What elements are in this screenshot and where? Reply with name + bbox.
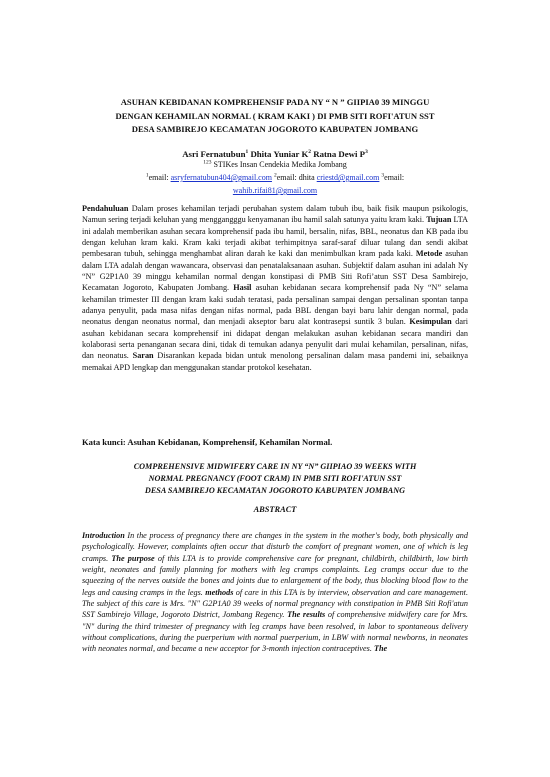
author-emails	[82, 171, 468, 197]
abstrak-paragraph	[82, 203, 468, 373]
email-label: email: dhita	[276, 173, 317, 182]
section-label: Tujuan	[426, 215, 452, 225]
title-line: DENGAN KEHAMILAN NORMAL ( KRAM KAKI ) DI PMB SITI ROFI'ATUN SST	[115, 110, 435, 121]
keywords: Kata kunci: Asuhan Kebidanan, Komprehensif, Kehamilan Normal.	[82, 437, 333, 447]
body-text: Dalam proses kehamilan terjadi perubahan system dalam tubuh ibu, baik fisik maupun psikologis, Namun sering terjadi keluhan yang menggangggu kenyamanan ibu hamil salah satunya yaitu kram kaki.	[82, 204, 468, 225]
affiliation-sup: 123	[203, 159, 212, 166]
section-label: Introduction	[82, 531, 125, 540]
title-line: DESA SAMBIREJO KECAMATAN JOGOROTO KABUPATEN JOMBANG	[144, 485, 406, 495]
title-line: ASUHAN KEBIDANAN KOMPREHENSIF PADA NY “ N ” GIIPIA0 39 MINGGU	[120, 97, 430, 107]
section-label: The purpose	[111, 553, 155, 563]
title-line: NORMAL PREGNANCY (FOOT CRAM) IN PMB SITI ROFI'ATUN SST	[148, 473, 402, 483]
body-text: of comprehensive midwifery care for Mrs. "N" during the third trimester of pregnancy with leg cramps have been resolved, in labor to spontaneous delivery without complications, during the puerperium with normal puerperium, in LBW with normal newborns, in neonates with neonates normal, and became a new acceptor for 3-month injection contraceptives.	[82, 610, 468, 654]
author-sup: 3	[365, 149, 368, 156]
body-text: asuhan dalam LTA adalah dengan wawancara, observasi dan penatalaksanaan asuhan. Subjektif dalam asuhan ini adalah Ny “N” G2P1A0 39 minggu kehamilan normal dengan konstipasi di PMB Siti Rofi’atun SST Desa Sambirejo, Kecamatan Jogoroto, Kabupaten Jombang.	[82, 249, 468, 293]
body-text: dari asuhan kebidanan secara komprehensif ini didapat dengan melakukan asuhan kebidanan secara mandiri dan kolaborasi serta penanganan secara dini, tidak di temukan adanya penyulit dari mulai kehamilan, persalinan, nifas, dan neonatus.	[82, 317, 468, 361]
body-text: of care in this LTA is by interview, observation and care management. The subject of this care is Mrs. "N" G2P1A0 39 weeks of normal pregnancy with constipation in PMB Siti Rofi'atun SST Sambirejo Village, Jogoroto District, Jombang Regency.	[82, 587, 468, 620]
email-link[interactable]: criestd@gmail.com	[316, 173, 380, 182]
section-label: The results	[287, 610, 326, 620]
email-label: email:	[148, 173, 171, 182]
section-label: Kesimpulan	[409, 317, 452, 327]
title-line: DESA SAMBIREJO KECAMATAN JOGOROTO KABUPATEN JOMBANG	[131, 124, 419, 134]
affiliation	[70, 159, 480, 170]
author-sup: 2	[308, 149, 312, 156]
abstract-heading: ABSTRACT	[253, 505, 297, 514]
email-link[interactable]: asryfernatubun404@gmail.com	[170, 173, 272, 182]
email-sup: 2	[273, 172, 277, 179]
email-sup: 3	[381, 172, 385, 179]
author-sup: 1	[245, 149, 249, 156]
abstract-paragraph	[82, 530, 468, 655]
email-label: email:	[384, 173, 405, 182]
body-text: Disarankan kepada bidan untuk menolong persalinan dalam masa pandemi ini, sebaiknya memakai APD lengkap dan menggunakan standar protokol kesehatan.	[82, 351, 468, 372]
paper-title	[70, 96, 480, 137]
author-name: Asri Fernatubun	[182, 149, 246, 159]
body-text: In the process of pregnancy there are changes in the system in the mother's body, both physically and psychologically. However, complaints often occur that disturb the comfort of pregnant women, one of which is leg cramps.	[82, 531, 468, 563]
body-text: of this LTA is to provide comprehensive care for pregnant, childbirth, childbirth, low birth weight, neonates and family planning for mothers with leg cramps complaints. Leg cramps occur due to the squeezing of the nerves outside the bones and joints due to enlargement of the body, thus blocking blood flow to the legs and causing cramps in the legs.	[82, 553, 469, 597]
affiliation-text: STIKes Insan Cendekia Medika Jombang	[213, 160, 347, 169]
email-link[interactable]: wahib.rifai81@gmail.com	[232, 186, 318, 195]
english-title	[82, 461, 468, 496]
author-name: Ratna Dewi P	[313, 149, 366, 159]
section-label: Metode	[415, 249, 443, 259]
title-line: COMPREHENSIVE MIDWIFERY CARE IN NY “N” GIIPIAO 39 WEEKS WITH	[133, 462, 417, 471]
body-text: LTA ini adalah memberikan asuhan secara komprehensif pada ibu hamil, bersalin, nifas, BBL, neonatus dan KB pada ibu dengan keluhan kram kaki. Kram kaki terjadi akibat terhimpitnya saraf-saraf diluar tulang dan sendi akibat pembesaran tubuh, sehingga menghambat aliran darah ke kaki dan menimbulkan kram pada kaki.	[82, 215, 468, 259]
section-label: Saran	[132, 351, 154, 361]
section-label: The	[373, 644, 388, 654]
email-sup: 1	[145, 172, 149, 179]
section-label: Pendahuluan	[82, 204, 129, 213]
section-label: Hasil	[233, 283, 252, 293]
author-name: Dhita Yuniar K	[250, 149, 309, 159]
section-label: methods	[205, 587, 234, 597]
body-text: asuhan kebidanan secara komprehensif pada Ny “N” selama kehamilan trimester III dengan kram kaki sudah teratasi, pada persalinan sampai dengan persalinan spontan tanpa adanya penyulit, pada masa nifas dengan nifas normal, pada BBL dengan bayi baru lahir dengan normal, pada neonatus dengan neonatus normal, dan menjadi akseptor baru alat kontrasepsi suntik 3 bulan.	[82, 283, 468, 327]
